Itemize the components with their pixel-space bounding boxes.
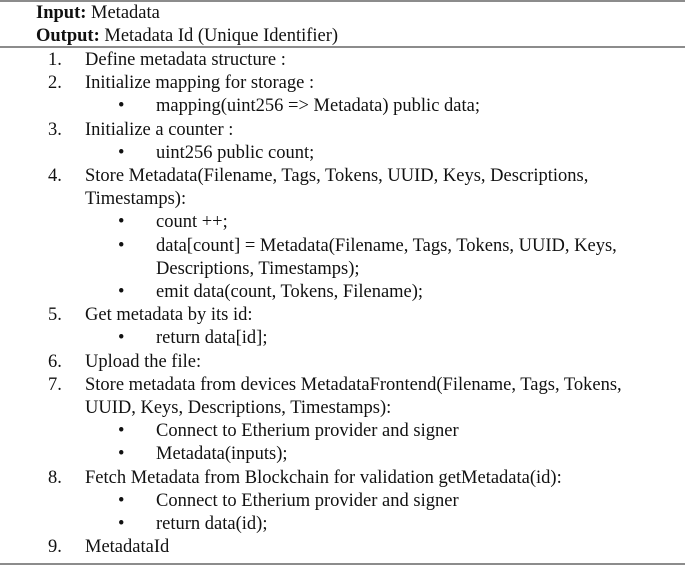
step-text: Initialize mapping for storage :: [85, 73, 315, 94]
step-text: Upload the file:: [85, 351, 202, 372]
bullet-row: [0, 94, 685, 118]
bullet-text: uint256 public count;: [156, 142, 315, 163]
step-row: [0, 71, 685, 95]
bullet-row: [0, 280, 685, 304]
bullet-icon: •: [118, 282, 125, 302]
step-number: 2.: [48, 73, 62, 94]
step-number: 3.: [48, 119, 62, 140]
step-text: Get metadata by its id:: [85, 305, 253, 326]
step-text: Timestamps):: [85, 189, 187, 210]
bullet-text: Connect to Etherium provider and signer: [156, 490, 459, 511]
bullet-row: [0, 210, 685, 234]
bullet-icon: •: [118, 328, 125, 349]
bullet-row: [0, 326, 685, 350]
bullet-icon: •: [118, 96, 125, 117]
bullet-text: return data[id];: [156, 328, 268, 349]
input-value: Metadata: [86, 3, 160, 23]
bullet-row: [0, 419, 685, 443]
step-row: [0, 118, 685, 142]
step-text: Define metadata structure :: [85, 50, 286, 70]
bullet-icon: •: [118, 212, 125, 233]
step-row: [0, 187, 685, 211]
output-value: Metadata Id (Unique Identifier): [99, 26, 339, 46]
bullet-row: [0, 234, 685, 258]
bullet-text: Connect to Etherium provider and signer: [156, 421, 459, 442]
step-text: Fetch Metadata from Blockchain for validation getMetadata(id):: [85, 467, 562, 488]
bullet-text: count ++;: [156, 212, 228, 233]
step-row: [0, 164, 685, 188]
bullet-row: [0, 257, 685, 281]
step-number: 6.: [48, 351, 62, 372]
step-row: [0, 373, 685, 397]
step-text: MetadataId: [85, 537, 170, 558]
bullet-text: mapping(uint256 => Metadata) public data;: [156, 96, 480, 117]
bullet-text: return data(id);: [156, 514, 268, 534]
bullet-icon: •: [118, 235, 125, 256]
step-number: 7.: [48, 374, 62, 395]
bullet-text: data[count] = Metadata(Filename, Tags, Tokens, UUID, Keys,: [156, 235, 617, 256]
step-number: 9.: [48, 537, 62, 558]
bullet-text: emit data(count, Tokens, Filename);: [156, 282, 424, 302]
bullet-row: [0, 141, 685, 165]
step-number: 8.: [48, 467, 62, 488]
step-text: Store Metadata(Filename, Tags, Tokens, UUID, Keys, Descriptions,: [85, 166, 589, 186]
bullet-icon: •: [118, 421, 125, 442]
step-row: [0, 396, 685, 420]
step-row: [0, 303, 685, 327]
bullet-row: [0, 442, 685, 466]
step-text: Initialize a counter :: [85, 119, 234, 140]
step-row: [0, 48, 685, 72]
output-label: Output:: [36, 26, 100, 46]
bullet-row: [0, 489, 685, 513]
input-line: [36, 1, 160, 25]
bullet-icon: •: [118, 142, 125, 163]
step-number: 1.: [48, 50, 62, 70]
bullet-row: [0, 512, 685, 536]
bullet-icon: •: [118, 444, 125, 465]
step-row: [0, 535, 685, 559]
step-row: [0, 466, 685, 490]
bullet-icon: •: [118, 514, 125, 534]
step-text: Store metadata from devices MetadataFrontend(Filename, Tags, Tokens,: [85, 374, 622, 395]
step-number: 4.: [48, 166, 62, 186]
input-label: Input:: [36, 3, 87, 23]
step-text: UUID, Keys, Descriptions, Timestamps):: [85, 398, 392, 418]
bullet-icon: •: [118, 490, 125, 511]
step-number: 5.: [48, 305, 62, 326]
step-row: [0, 350, 685, 374]
bullet-text: Descriptions, Timestamps);: [156, 258, 360, 279]
output-line: [36, 24, 338, 48]
bullet-text: Metadata(inputs);: [156, 444, 288, 465]
